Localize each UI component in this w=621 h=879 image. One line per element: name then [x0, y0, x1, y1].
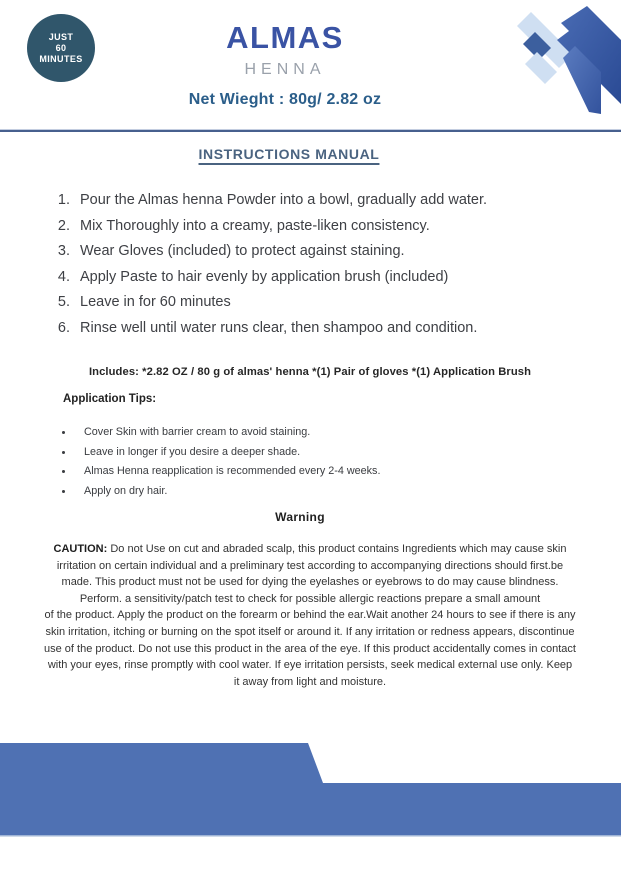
manual-title: INSTRUCTIONS MANUAL — [198, 146, 380, 162]
application-tips-list — [58, 423, 594, 501]
caution-label: CAUTION: — [53, 543, 108, 555]
badge-line: JUST — [48, 31, 74, 42]
caution-paragraph-1 — [44, 541, 576, 607]
warning-title: Warning — [275, 510, 325, 524]
instruction-step: 2. Mix Thoroughly into a creamy, paste-liken consistency. — [74, 214, 614, 240]
caution-paragraph-2: of the product. Apply the product on the forearm or behind the ear.Wait another 24 hours to see if there is any skin irritation, itching or burning on the spot itself or around it. If any irritation or redness appears, discontinue use of the product. Do not use this product in the area of the eye. If this product accidentally comes in contact with your eyes, rinse promptly with cool water. If eye irritation persists, seek medical external use only. Keep it away from light and moisture. — [44, 609, 576, 688]
instruction-step: 4. Apply Paste to hair evenly by application brush (included) — [74, 265, 614, 291]
warning-text — [44, 541, 576, 690]
badge-line: MINUTES — [39, 53, 83, 64]
tip-item: • Almas Henna reapplication is recommended every 2-4 weeks. — [74, 462, 594, 482]
tip-item: • Leave in longer if you desire a deeper shade. — [74, 443, 594, 463]
product-name: HENNA — [244, 61, 326, 78]
net-weight: Net Wieght : 80g/ 2.82 oz — [188, 91, 382, 108]
instruction-steps — [42, 188, 614, 341]
brand-logo-icon — [509, 0, 621, 122]
instruction-step: 5. Leave in for 60 minutes — [74, 290, 614, 316]
instruction-step: 1. Pour the Almas henna Powder into a bowl, gradually add water. — [74, 188, 614, 214]
tip-item: • Cover Skin with barrier cream to avoid staining. — [74, 423, 594, 443]
brand-name: ALMAS — [226, 20, 344, 55]
includes-line: Includes: *2.82 OZ / 80 g of almas' henna *(1) Pair of gloves *(1) Application Brush — [88, 366, 532, 378]
header-divider — [0, 130, 621, 132]
instruction-step: 3. Wear Gloves (included) to protect against staining. — [74, 239, 614, 265]
application-tips-title: Application Tips: — [63, 393, 157, 405]
tip-item: • Apply on dry hair. — [74, 482, 594, 502]
footer-ribbon — [0, 740, 621, 838]
caution-text-1: Do not Use on cut and abraded scalp, this product contains Ingredients which may cause skin irritation on certain individual and a preliminary test according to accompanying directions should first.be made. This product must not be used for dying the eyelashes or eyebrows to do may cause blindness. Perform. a sensitivity/patch test to check for possible allergic reactions prepare a small amount — [56, 543, 567, 605]
header — [0, 20, 570, 109]
badge-line: 60 — [55, 42, 67, 53]
instruction-step: 6. Rinse well until water runs clear, then shampoo and condition. — [74, 316, 614, 342]
